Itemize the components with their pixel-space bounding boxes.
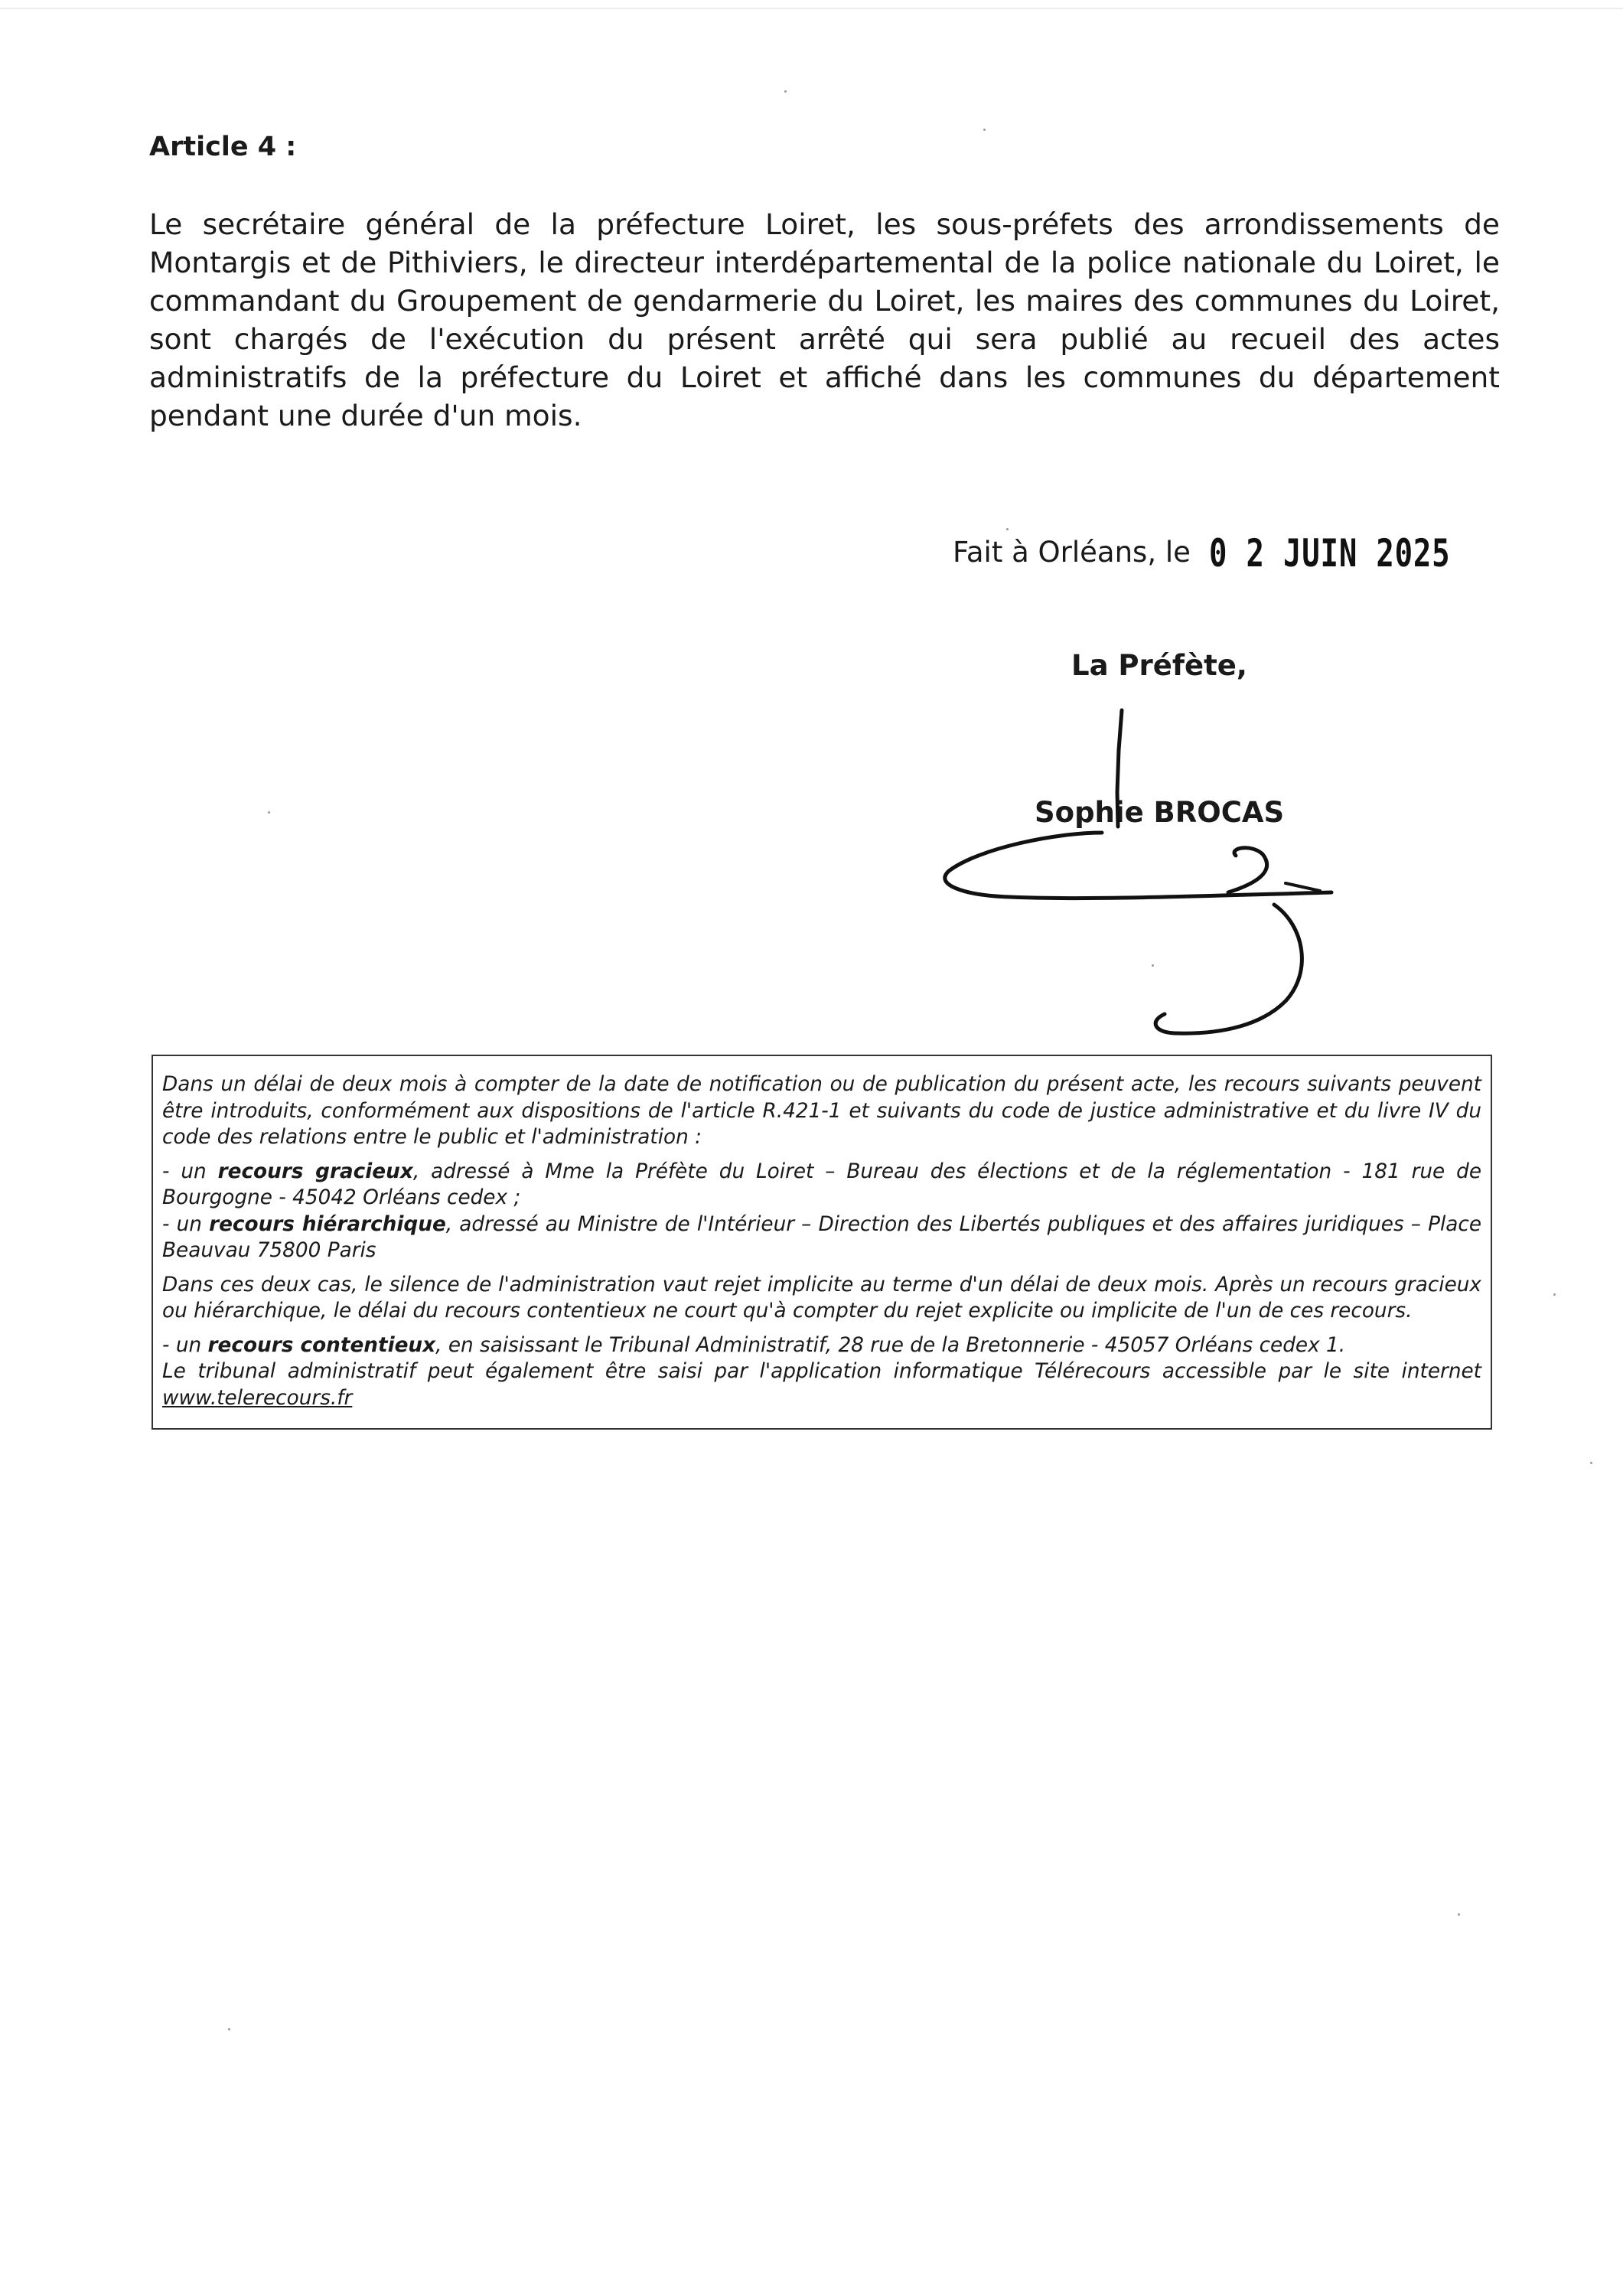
- recours-hierarchique-prefix: - un: [162, 1212, 202, 1236]
- notice-recours-contentieux: [162, 1332, 1481, 1359]
- scan-speck: [1006, 528, 1009, 530]
- recours-contentieux-term: recours contentieux: [207, 1333, 436, 1357]
- notice-silence-rule: Dans ces deux cas, le silence de l'administration vaut rejet implicite au terme d'un délai de deux mois. Après un recours gracieux ou hiérarchique, le délai du recours contentieux ne court qu'à compter du rejet explicite ou implicite de l'un de ces recours.: [162, 1273, 1481, 1322]
- scan-speck: [1590, 1462, 1592, 1464]
- recours-hierarchique-text: , adressé au Ministre de l'Intérieur – Direction des Libertés publiques et des affaires juridiques – Place Beauvau 75800 Paris: [162, 1212, 1481, 1262]
- signatory-name: Sophie BROCAS: [1035, 796, 1285, 829]
- scan-speck: [228, 2028, 230, 2030]
- notice-recours-hierarchique: [162, 1212, 1481, 1264]
- notice-recours-gracieux: [162, 1159, 1481, 1212]
- scan-speck: [983, 129, 986, 131]
- recours-contentieux-prefix: - un: [162, 1333, 202, 1357]
- place-and-date-label: Fait à Orléans, le: [953, 536, 1191, 569]
- notice-intro: Dans un délai de deux mois à compter de la date de notification ou de publication du présent acte, les recours suivants peuvent être introduits, conformément aux dispositions de l'article R.421-1 et suivants du code de justice administrative et du livre IV du code des relations entre le public et l'administration :: [162, 1073, 1481, 1149]
- recours-hierarchique-term: recours hiérarchique: [209, 1212, 446, 1236]
- signatory-title: La Préfète,: [1071, 649, 1247, 682]
- article-title: Article 4 :: [149, 132, 297, 162]
- telerecours-text: Le tribunal administratif peut également être saisi par l'application informatique Télérecours accessible par le site internet: [162, 1360, 1481, 1383]
- recours-contentieux-text: , en saisissant le Tribunal Administratif, 28 rue de la Bretonnerie - 45057 Orléans cedex 1.: [435, 1333, 1346, 1357]
- scan-speck: [784, 90, 787, 93]
- handwritten-signature: [926, 704, 1339, 1056]
- telerecours-link[interactable]: www.telerecours.fr: [162, 1386, 353, 1410]
- recours-gracieux-term: recours gracieux: [217, 1159, 413, 1183]
- date-stamp: 0 2 JUIN 2025: [1209, 531, 1451, 576]
- recours-gracieux-prefix: - un: [162, 1159, 207, 1183]
- notice-telerecours: [162, 1358, 1481, 1411]
- scan-speck: [268, 811, 270, 814]
- recours-gracieux-text: , adressé à Mme la Préfète du Loiret – Bureau des élections et de la réglementation - 181 rue de Bourgogne - 45042 Orléans cedex ;: [162, 1159, 1482, 1209]
- scan-top-edge: [0, 8, 1623, 9]
- article-body: [149, 205, 1500, 435]
- scan-speck: [1553, 1293, 1556, 1296]
- scan-speck: [1152, 964, 1154, 967]
- article-paragraph: Le secrétaire général de la préfecture Loiret, les sous-préfets des arrondissements de Montargis et de Pithiviers, le directeur interdépartemental de la police nationale du Loiret, le commandant du Groupement de gendarmerie du Loiret, les maires des communes du Loiret, sont chargés de l'exécution du présent arrêté qui sera publié au recueil des actes administratifs de la préfecture du Loiret et affiché dans les communes du département pendant une durée d'un mois.: [149, 207, 1500, 432]
- legal-remedies-notice: [152, 1055, 1492, 1430]
- scan-speck: [1458, 1913, 1460, 1916]
